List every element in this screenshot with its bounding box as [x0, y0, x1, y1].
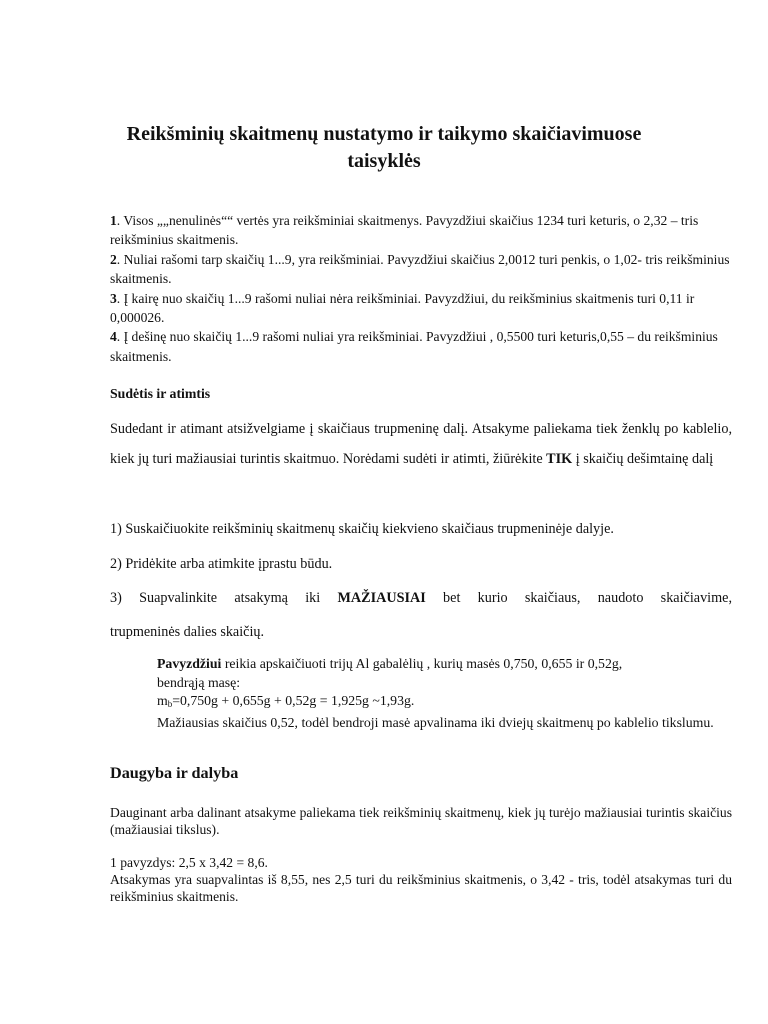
addition-step-3: [110, 588, 732, 608]
rule-item: [110, 289, 732, 328]
step-3-text-end: bet kurio skaičiaus, naudoto skaičiavime,: [425, 590, 732, 606]
rule-item: [110, 250, 732, 289]
formula-subscript: b: [167, 699, 173, 710]
rule-number: 1: [110, 213, 117, 228]
rule-text: . Į kairę nuo skaičių 1...9 rašomi nuliai nėra reikšminiai. Pavyzdžiui, du reikšminius skaitmenis turi 0,11 ir 0,000026.: [110, 290, 695, 326]
rules-list: [110, 211, 732, 366]
rule-text: . Visos „„nenulinės““ vertės yra reikšminiai skaitmenys. Pavyzdžiui skaičius 1234 turi keturis, o 2,32 – tris reikšminius skaitmenis.: [110, 213, 699, 248]
rule-number: 2: [110, 251, 117, 267]
rule-item: [110, 327, 732, 366]
multiplication-example-text: Atsakymas yra suapvalintas iš 8,55, nes 2,5 turi du reikšminius skaitmenis, o 3,42 - tris, todėl atsakymas turi du reikšminius skaitmenis.: [110, 872, 732, 904]
rule-number: 3: [110, 290, 117, 306]
addition-intro-text-end: į skaičių dešimtainę dalį: [572, 450, 714, 467]
addition-step-3-line-2: trupmeninės dalies skaičių.: [110, 624, 265, 640]
emphasis-maziausiai: MAŽIAUSIAI: [337, 590, 426, 606]
rule-item: [110, 211, 732, 250]
example-conclusion: Mažiausias skaičius 0,52, todėl bendroji masė apvalinama iki dviejų skaitmenų po kablelio tikslumu.: [157, 714, 714, 730]
emphasis-tik: TIK: [546, 450, 573, 467]
rule-text: . Į dešinę nuo skaičių 1...9 rašomi nuliai yra reikšminiai. Pavyzdžiui , 0,5500 turi keturis,0,55 – du reikšminius skaitmenis.: [110, 329, 718, 364]
title-line-1: Reikšminių skaitmenų nustatymo ir taikymo skaičiavimuose: [126, 123, 642, 145]
document-title: [0, 121, 768, 175]
multiplication-intro: Dauginant arba dalinant atsakyme paliekama tiek reikšminių skaitmenų, kiek jų turėjo mažiausiai turintis skaičius (mažiausiai tikslus).: [110, 805, 732, 837]
addition-intro-text: Sudedant ir atimant atsižvelgiame į skaičiaus trupmeninę dalį. Atsakyme paliekama tiek ženklų po kablelio, kiek jų turi mažiausiai turintis skaitmuo. Norėdami sudėti ir atimti, žiūrėkite: [110, 421, 732, 467]
formula-rest: =0,750g + 0,655g + 0,52g = 1,925g ~1,93g.: [172, 693, 415, 709]
rule-number: 4: [110, 329, 117, 345]
multiplication-example-line: 1 pavyzdys: 2,5 x 3,42 = 8,6.: [110, 855, 268, 870]
example-formula: [157, 692, 732, 714]
example-line-2: bendrąją masę:: [157, 674, 241, 690]
addition-step-1: 1) Suskaičiuokite reikšminių skaitmenų skaičių kiekvieno skaičiaus trupmeninėje dalyje.: [110, 521, 614, 537]
example-line-1: [157, 655, 732, 674]
addition-step-2: 2) Pridėkite arba atimkite įprastu būdu.: [110, 556, 333, 572]
addition-intro: [110, 415, 732, 474]
section-heading-addition: Sudėtis ir atimtis: [110, 386, 211, 401]
rule-text: . Nuliai rašomi tarp skaičių 1...9, yra reikšminiai. Pavyzdžiui skaičius 2,0012 turi penkis, o 1,02- tris reikšminius skaitmenis.: [110, 251, 730, 287]
section-heading-multiplication: Daugyba ir dalyba: [110, 764, 239, 782]
example-line-1-text: reikia apskaičiuoti trijų Al gabalėlių , kurių masės 0,750, 0,655 ir 0,52g,: [221, 656, 623, 671]
example-block: [157, 655, 732, 732]
title-line-2: taisyklės: [347, 150, 421, 172]
formula-mass: m: [157, 693, 168, 709]
example-label: Pavyzdžiui: [157, 656, 222, 671]
step-3-text: 3) Suapvalinkite atsakymą iki: [110, 590, 338, 606]
